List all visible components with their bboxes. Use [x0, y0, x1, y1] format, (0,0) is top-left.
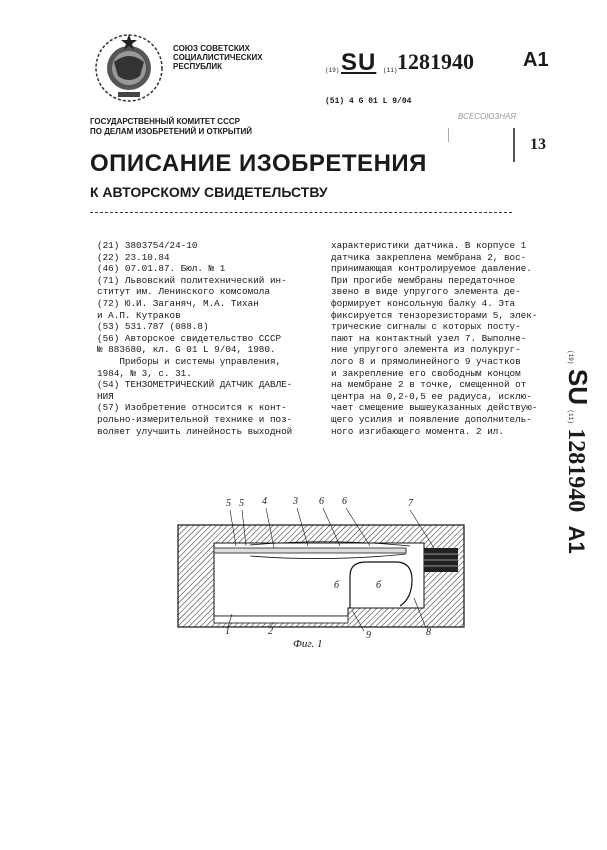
side-patent-kind: A1 — [564, 525, 589, 554]
side-patent-code — [555, 350, 595, 670]
figure-caption: Фиг. 1 — [293, 638, 323, 650]
country-code: SU — [341, 49, 377, 76]
side-country-code: SU — [563, 368, 593, 405]
number-prefix: (11) — [383, 67, 398, 74]
abstract-column — [331, 240, 537, 437]
gov-line: ГОСУДАРСТВЕННЫЙ КОМИТЕТ СССР — [90, 117, 240, 126]
abstract-line: формирует консольную балку 4. Эта — [331, 297, 516, 309]
label-5b: 5 — [239, 498, 244, 509]
abstract-line: и закрепление его свободным концом — [331, 367, 521, 379]
biblio-line: (21) 3803754/24-10 — [97, 240, 198, 251]
abstract-line: центра на 0,2-0,5 ее радиуса, исклю- — [331, 390, 532, 402]
biblio-line: рольно-измерительной технике и поз- — [97, 413, 293, 425]
code-prefix: (19) — [325, 67, 340, 74]
biblio-line: (46) 07.01.87. Бюл. № 1 — [97, 263, 226, 275]
biblio-line: (22) 23.10.84 — [97, 251, 170, 263]
library-stamp: ВСЕСОЮЗНАЯ — [458, 112, 516, 121]
page-mark: 13 — [530, 136, 546, 153]
abstract-line: чает смещение вышеуказанных действую- — [331, 402, 538, 414]
biblio-line: (54) ТЕНЗОМЕТРИЧЕСКИЙ ДАТЧИК ДАВЛЕ- — [97, 379, 293, 391]
margin-stroke — [513, 128, 515, 162]
patent-kind: A1 — [523, 49, 549, 71]
label-6c: б — [334, 580, 340, 591]
org-line: СОЮЗ СОВЕТСКИХ — [173, 44, 250, 53]
side-code-prefix: (19) — [567, 350, 574, 365]
state-emblem-icon — [92, 30, 166, 104]
abstract-line: пают на контактный узел 7. Выполне- — [331, 332, 527, 344]
gov-committee — [90, 117, 252, 137]
abstract-line: на мембране 2 в точке, смещенной от — [331, 379, 527, 391]
biblio-line: (71) Львовский политехнический ин- — [97, 274, 287, 286]
biblio-line: № 883680, кл. G 01 L 9/04, 1980. — [97, 344, 276, 356]
org-name — [173, 44, 283, 71]
biblio-line: 1984, № 3, с. 31. — [97, 367, 192, 379]
abstract-line: трические сигналы с которых посту- — [331, 321, 521, 333]
abstract-line: лого 8 и прямолинейного 9 участков — [331, 355, 521, 367]
abstract-line: звено в виде упругого элемента де- — [331, 286, 521, 298]
ipc-code: (51) 4 G 01 L 9/04 — [325, 97, 412, 106]
abstract-line: При прогибе мембраны передаточное — [331, 274, 516, 286]
patent-number: 1281940 — [397, 49, 474, 74]
label-6d: б — [376, 580, 382, 591]
org-line: СОЦИАЛИСТИЧЕСКИХ — [173, 53, 263, 62]
abstract-line: принимающая контролируемое давление. — [331, 263, 532, 275]
biblio-line: НИЯ — [97, 390, 114, 402]
stamp-mark — [448, 128, 459, 142]
org-line: РЕСПУБЛИК — [173, 62, 222, 71]
side-number-prefix: (11) — [567, 409, 574, 424]
label-9: 9 — [366, 630, 371, 641]
biblio-line: Приборы и системы управления, — [97, 355, 282, 367]
label-4: 4 — [262, 496, 267, 507]
biblio-line: и А.П. Кутраков — [97, 309, 181, 321]
gov-line: ПО ДЕЛАМ ИЗОБРЕТЕНИЙ И ОТКРЫТИЙ — [90, 127, 253, 136]
biblio-line: воляет улучшить линейность выходной — [97, 425, 293, 437]
divider — [90, 212, 512, 213]
label-8: 8 — [426, 627, 431, 638]
patent-code — [325, 49, 585, 79]
abstract-line: ние упругого элемента из полукруг- — [331, 344, 521, 356]
biblio-line: (53) 531.787 (088.8) — [97, 321, 209, 333]
biblio-line: (56) Авторское свидетельство СССР — [97, 332, 282, 344]
label-6b: 6 — [342, 496, 347, 507]
abstract-line: ного изгибающего момента. 2 ил. — [331, 425, 504, 437]
abstract-line: датчика закреплена мембрана 2, вос- — [331, 251, 527, 263]
label-1: 1 — [225, 626, 230, 637]
abstract-line: фиксируется тензорезисторами 5, элек- — [331, 309, 538, 321]
side-patent-number: 1281940 — [563, 428, 589, 513]
label-3: 3 — [293, 496, 298, 507]
label-5a: 5 — [226, 498, 231, 509]
document-title: ОПИСАНИЕ ИЗОБРЕТЕНИЯ — [90, 150, 427, 177]
abstract-line: щего усилия и появление дополнитель- — [331, 413, 532, 425]
biblio-line: (57) Изобретение относится к конт- — [97, 402, 287, 414]
label-7: 7 — [408, 498, 413, 509]
biblio-line: ститут им. Ленинского комсомола — [97, 286, 270, 298]
biblio-line: (72) Ю.И. Заганяч, М.А. Тихан — [97, 297, 259, 309]
label-2: 2 — [268, 626, 273, 637]
document-subtitle: К АВТОРСКОМУ СВИДЕТЕЛЬСТВУ — [90, 184, 328, 200]
label-6a: 6 — [319, 496, 324, 507]
abstract-line: характеристики датчика. В корпусе 1 — [331, 240, 527, 251]
bibliographic-column — [97, 240, 292, 437]
